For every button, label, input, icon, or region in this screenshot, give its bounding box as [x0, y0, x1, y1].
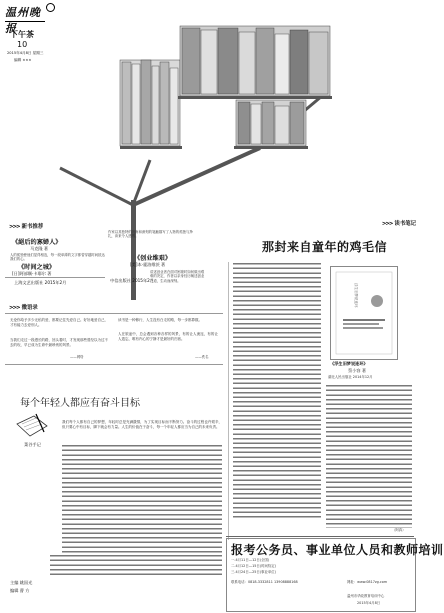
new-books-header-label: 新书推荐	[21, 224, 44, 230]
quote-left-2: 当我们走过一段漫长的路，回头看时，才发现那些曾经以为过不去的坎，早已成为生命中最珍贵的风景。	[10, 338, 108, 347]
tree-trunk	[131, 200, 136, 300]
essay-title: 每个年轻人都应有奋斗目标	[20, 398, 140, 409]
book1-review: 作家以其独特的视角和深刻的笔触描写了人物的孤独与挣扎，读来令人感慨。	[108, 230, 193, 239]
reading-notes-label-text: 读书笔记	[394, 221, 416, 227]
essay-body-intro: 我们每个人都有自己的梦想，年轻时总是充满激情，为了实现目标而不断努力。奋斗的过程也许艰辛，但只要心中有目标，脚下就会有力量。人生的价值在于奋斗，每一个年轻人都应当为自己的未来负责。	[62, 420, 222, 429]
quote-left: 无论你给予多少无私的爱，都要记住先爱自己。好好地爱自己，才有能力去爱别人。	[10, 318, 108, 327]
book3-title: 《创业维艰》	[134, 255, 172, 262]
book2-title: 《时间之城》	[18, 264, 56, 271]
essay-label: 菜谷手记	[24, 442, 41, 447]
book3-publisher	[110, 278, 154, 284]
feature-signoff: （阿真）	[392, 528, 406, 532]
footer-designer: 编辑 曹 方	[10, 588, 30, 593]
books-upper-shelf	[178, 26, 332, 99]
book2-publisher-name: 上海文艺出版社	[14, 280, 44, 285]
reading-notes-label	[342, 219, 416, 228]
book1-author: 马克隆 著	[30, 246, 49, 251]
ad-line-1: 一.4月11日—12日(全国)	[231, 558, 270, 562]
divider	[5, 364, 223, 365]
essay-body-text	[62, 444, 222, 554]
feature-text-column-2	[326, 384, 412, 528]
page-number: 10	[17, 40, 28, 49]
quotes-header	[5, 303, 109, 312]
new-books-header	[5, 222, 109, 231]
feature-text-column-1	[233, 262, 321, 520]
divider	[226, 536, 414, 537]
book3-desc: 讲述创业者在面对困境时如何做出艰难的决定，作者以亲身经历阐述创业之道，生动而深刻。	[150, 270, 205, 283]
notebook-pen-icon	[14, 412, 50, 442]
ad-line-2: 二.4月12日—15日(时间待定)	[231, 564, 277, 568]
section-marker-icon: >>>	[9, 224, 20, 230]
book3-author: [美]本·霍洛维茨 著	[130, 262, 166, 267]
book-caption-publisher: 湖北人民出版社 2014年12月	[328, 375, 373, 379]
book3-publisher-name: 中信出版社	[110, 278, 131, 283]
ad-box	[226, 538, 444, 612]
book2-publisher	[14, 280, 66, 286]
section-name: 下午茶	[10, 30, 34, 39]
svg-text:浮生旧梦说连环: 浮生旧梦说连环	[354, 283, 358, 308]
quote-right: 读书是一种修行，人生没有白走的路，每一步都算数。	[118, 318, 202, 322]
book3-pubdate: 2015年2月	[132, 278, 154, 283]
book-cover-image	[330, 266, 398, 360]
column-rule	[228, 262, 229, 540]
ad-title: 报考公务员、事业单位人员和教师培训	[231, 543, 444, 557]
book-cover-art	[331, 267, 397, 359]
book1-title: 《絕后的寡婦人》	[12, 239, 62, 246]
book-caption-author: 蔡小容 著	[348, 368, 367, 373]
footer-editor: 主编 姚国光	[10, 580, 33, 585]
issue-date: 2015年4月8日 星期三	[7, 51, 44, 55]
book1-desc: 人的孤独使他们显得相连，每一段单薄的文字都曾穿越时间抵达我们的心。	[10, 253, 105, 262]
section-marker-icon: >>>	[381, 221, 393, 227]
branch-left	[60, 168, 133, 205]
quote-left-source: ——网络	[70, 355, 84, 359]
logo-seal-icon	[46, 3, 55, 12]
quotes-header-label: 微语录	[21, 305, 38, 311]
ad-line-3: 三.4月24日—25日(事业单位)	[231, 570, 277, 574]
ad-date: 2015年4月8日	[357, 601, 381, 605]
ad-website: 网址：www.0817zg.com	[347, 580, 388, 584]
books-left-shelf	[120, 60, 182, 149]
divider	[5, 313, 223, 314]
newspaper-logo: 温州晚报	[5, 4, 45, 22]
ad-phone: 联系电话：0818-3332811 13908888168	[231, 580, 298, 584]
book-caption-title: 《浮生旧梦说连环》	[330, 361, 368, 366]
quote-right-2: 人在旅途中，总会遇到各种各样的风景，有的让人流连，有的让人遗忘，唯有内心的宁静才是最好的归宿。	[118, 332, 218, 341]
book2-pubdate: 2015年2月	[44, 280, 67, 285]
ad-org: 温州市华政教育培训中心	[347, 594, 385, 598]
page-editor: 编辑 ×××	[14, 58, 32, 62]
section-marker-icon: >>>	[9, 305, 20, 311]
feature-title: 那封来自童年的鸡毛信	[262, 240, 388, 254]
quote-right-source: ——佚名	[195, 355, 209, 359]
divider	[5, 277, 105, 278]
books-lower-shelf	[234, 100, 308, 149]
essay-body-tail	[50, 554, 222, 578]
branch-right	[133, 148, 260, 205]
footer-contact	[10, 598, 110, 602]
book2-author: [日]阿部顺·卡耶尔 著	[12, 271, 52, 276]
